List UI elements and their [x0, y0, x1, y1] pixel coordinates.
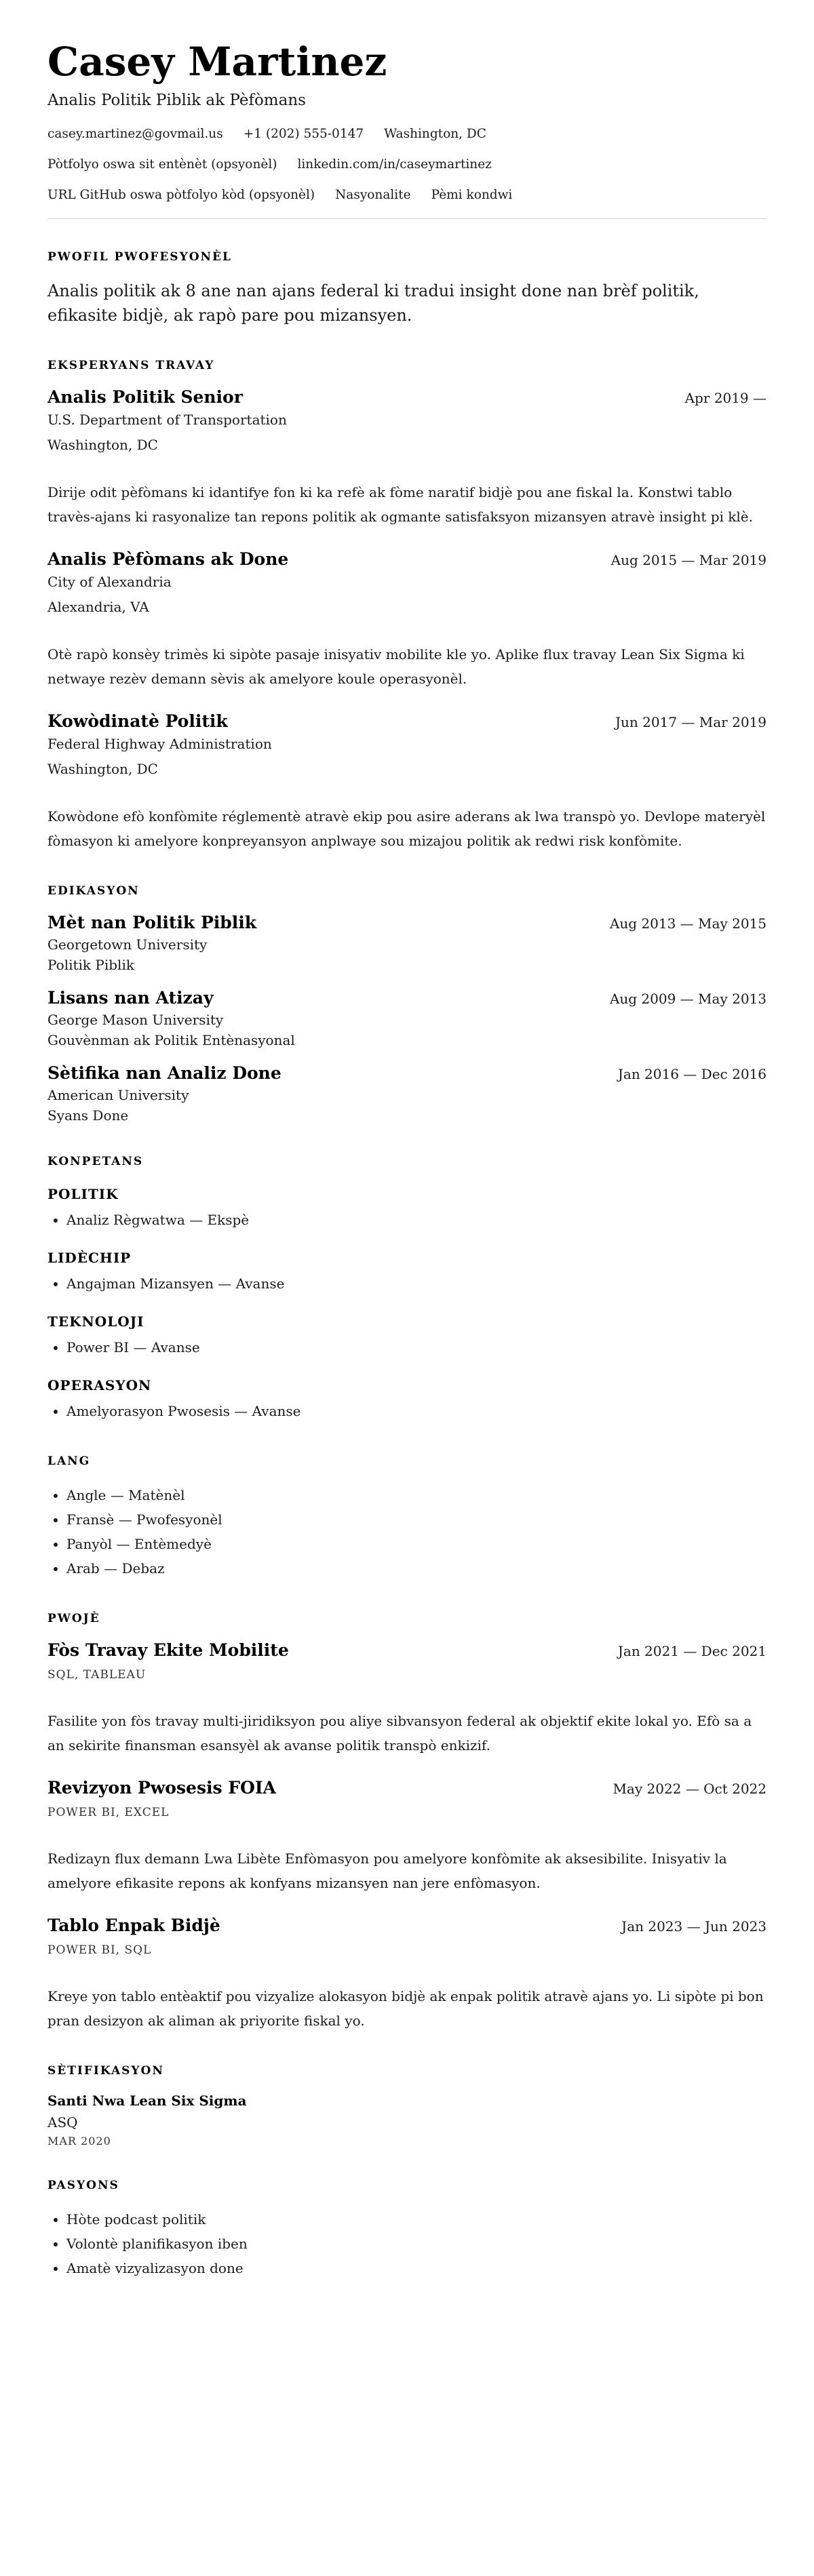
- summary-heading: PWOFIL PWOFESYONÈL: [47, 250, 232, 264]
- candidate-headline: Analis Politik Piblik ak Pèfòmans: [47, 91, 306, 109]
- interest-item: • Volontè planifikasyon iben: [66, 2232, 767, 2256]
- project-tech: SQL, TABLEAU: [47, 1667, 147, 1682]
- experience-org: City of Alexandria: [47, 573, 172, 590]
- experience-location: Washington, DC: [47, 760, 158, 777]
- projects-heading: PWOJÈ: [47, 1611, 100, 1625]
- education-dates: Aug 2009 — May 2013: [609, 990, 767, 1007]
- certification-name: Santi Nwa Lean Six Sigma: [47, 2092, 247, 2109]
- skills-heading: KONPETANS: [47, 1154, 144, 1168]
- skill-category-name: OPERASYON: [47, 1376, 152, 1393]
- summary-text: Analis politik ak 8 ane nan ajans federal ki tradui insight done nan brèf politik, efikasite bidjè, ak rapò pare pou mizansyen.: [47, 281, 699, 325]
- contact-row-3: [47, 188, 767, 202]
- experience-description: Dirije odit pèfòmans ki idantifye fon ki ka refè ak fòme naratif bidjè pou ane fiskal la. Konstwi tablo travès-ajans ki rasyonalize tan repons politik ak ogmante satisfaksyon mizansyen atravè insight pi klè.: [47, 483, 753, 525]
- skills-section: [47, 1155, 767, 1423]
- project-name: Tablo Enpak Bidjè: [47, 1915, 220, 1935]
- summary-section: [47, 250, 767, 328]
- experience-item: [47, 711, 767, 853]
- interest-list: [47, 2207, 767, 2280]
- project-item: [47, 1916, 767, 2033]
- language-item: • Arab — Debaz: [66, 1556, 767, 1581]
- project-description: Kreye yon tablo entèaktif pou vizyalize alokasyon bidjè ak enpak politik atravè ajans yo. Li sipòte pi bon pran desizyon ak aliman ak priyorite fiskal yo.: [47, 1987, 764, 2029]
- contact-location: Washington, DC: [384, 126, 486, 141]
- skill-item: • Angajman Mizansyen — Avanse: [66, 1271, 767, 1296]
- contact-github[interactable]: URL GitHub oswa pòtfolyo kòd (opsyonèl): [47, 187, 315, 202]
- skill-item: • Analiz Règwatwa — Ekspè: [66, 1208, 767, 1232]
- candidate-name: Casey Martinez: [47, 39, 387, 85]
- certifications-section: [47, 2064, 767, 2147]
- skill-list: [47, 1335, 767, 1360]
- education-degree: Mèt nan Politik Piblik: [47, 912, 257, 932]
- certification-date: MAR 2020: [47, 2134, 111, 2147]
- experience-item: [47, 387, 767, 529]
- project-dates: May 2022 — Oct 2022: [613, 1780, 767, 1797]
- certification-item: [47, 2093, 767, 2147]
- contact-row-2: [47, 157, 767, 172]
- experience-location: Alexandria, VA: [47, 598, 149, 615]
- education-degree: Sètifika nan Analiz Done: [47, 1063, 282, 1083]
- certification-issuer: ASQ: [47, 2114, 78, 2131]
- experience-role: Analis Pèfòmans ak Done: [47, 549, 289, 569]
- interests-section: [47, 2179, 767, 2280]
- skill-item: • Amelyorasyon Pwosesis — Avanse: [66, 1399, 767, 1423]
- education-item: [47, 988, 767, 1048]
- experience-role: Analis Politik Senior: [47, 387, 243, 407]
- contact-work-permit: Pèmi kondwi: [431, 187, 513, 202]
- education-field: Politik Piblik: [47, 956, 134, 973]
- contact-portfolio[interactable]: Pòtfolyo oswa sit entènèt (opsyonèl): [47, 157, 277, 172]
- experience-dates: Aug 2015 — Mar 2019: [610, 551, 767, 568]
- contact-email[interactable]: casey.martinez@govmail.us: [47, 126, 223, 141]
- experience-role: Kowòdinatè Politik: [47, 711, 228, 731]
- experience-org: Federal Highway Administration: [47, 735, 272, 752]
- education-field: Gouvènman ak Politik Entènasyonal: [47, 1031, 295, 1048]
- project-item: [47, 1778, 767, 1895]
- experience-dates: Jun 2017 — Mar 2019: [615, 713, 767, 730]
- interest-item: • Hòte podcast politik: [66, 2207, 767, 2232]
- experience-org: U.S. Department of Transportation: [47, 411, 287, 428]
- project-description: Fasilite yon fòs travay multi-jiridiksyon pou aliye sibvansyon federal ak objektif ekite lokal yo. Efò sa a an sekirite finansman esansyèl ak avanse politik transpò enkizif.: [47, 1712, 752, 1753]
- experience-heading: EKSPERYANS TRAVAY: [47, 358, 215, 372]
- education-school: George Mason University: [47, 1011, 224, 1028]
- education-heading: EDIKASYON: [47, 884, 140, 898]
- skill-category-name: LIDÈCHIP: [47, 1249, 132, 1266]
- contact-row-1: [47, 127, 767, 141]
- interest-item: • Amatè vizyalizasyon done: [66, 2256, 767, 2280]
- education-field: Syans Done: [47, 1107, 129, 1124]
- project-description: Redizayn flux demann Lwa Libète Enfòmasyon pou amelyore konfòmite ak aksesibilite. Inisyativ la amelyore efikasite repons ak konfyans mizansyen nan jere enfòmasyon.: [47, 1850, 727, 1891]
- education-school: Georgetown University: [47, 936, 208, 953]
- interests-heading: PASYONS: [47, 2178, 119, 2192]
- education-dates: Aug 2013 — May 2015: [609, 915, 767, 932]
- projects-section: [47, 1612, 767, 2033]
- contact-phone[interactable]: +1 (202) 555-0147: [243, 126, 364, 141]
- project-dates: Jan 2021 — Dec 2021: [617, 1642, 767, 1659]
- experience-item: [47, 549, 767, 691]
- contact-nationality: Nasyonalite: [335, 187, 411, 202]
- contact-linkedin[interactable]: linkedin.com/in/caseymartinez: [297, 157, 492, 172]
- education-degree: Lisans nan Atizay: [47, 987, 214, 1008]
- project-tech: POWER BI, SQL: [47, 1943, 152, 1957]
- experience-location: Washington, DC: [47, 436, 158, 453]
- project-tech: POWER BI, EXCEL: [47, 1805, 170, 1819]
- skill-list: [47, 1271, 767, 1296]
- language-item: • Panyòl — Entèmedyè: [66, 1532, 767, 1556]
- experience-description: Otè rapò konsèy trimès ki sipòte pasaje inisyativ mobilite kle yo. Aplike flux travay Lean Six Sigma ki netwaye rezèv demann sèvis ak amelyore koule operasyonèl.: [47, 646, 745, 687]
- experience-section: [47, 359, 767, 853]
- skill-item: • Power BI — Avanse: [66, 1335, 767, 1360]
- skill-list: [47, 1399, 767, 1423]
- experience-dates: Apr 2019 —: [684, 389, 767, 406]
- certifications-heading: SÈTIFIKASYON: [47, 2063, 164, 2078]
- language-list: [47, 1483, 767, 1581]
- experience-description: Kowòdone efò konfòmite réglementè atravè ekip pou asire aderans ak lwa transpò yo. Devlope materyèl fòmasyon ki amelyore konpreyansyon anplwaye sou mizajou politik ak redwi risk konfòmite.: [47, 808, 766, 849]
- education-section: [47, 884, 767, 1124]
- languages-heading: LANG: [47, 1454, 91, 1468]
- project-dates: Jan 2023 — Jun 2023: [621, 1918, 767, 1935]
- education-item: [47, 1063, 767, 1124]
- education-item: [47, 913, 767, 973]
- project-name: Revizyon Pwosesis FOIA: [47, 1777, 276, 1798]
- skill-category-name: TEKNOLOJI: [47, 1313, 144, 1330]
- skill-list: [47, 1208, 767, 1232]
- header-divider: [47, 218, 767, 219]
- skill-category-name: POLITIK: [47, 1185, 119, 1202]
- language-item: • Angle — Matènèl: [66, 1483, 767, 1507]
- education-school: American University: [47, 1086, 189, 1103]
- languages-section: [47, 1454, 767, 1581]
- project-item: [47, 1640, 767, 1758]
- education-dates: Jan 2016 — Dec 2016: [617, 1065, 767, 1082]
- resume-header: [47, 39, 767, 219]
- project-name: Fòs Travay Ekite Mobilite: [47, 1640, 289, 1660]
- language-item: • Fransè — Pwofesyonèl: [66, 1507, 767, 1532]
